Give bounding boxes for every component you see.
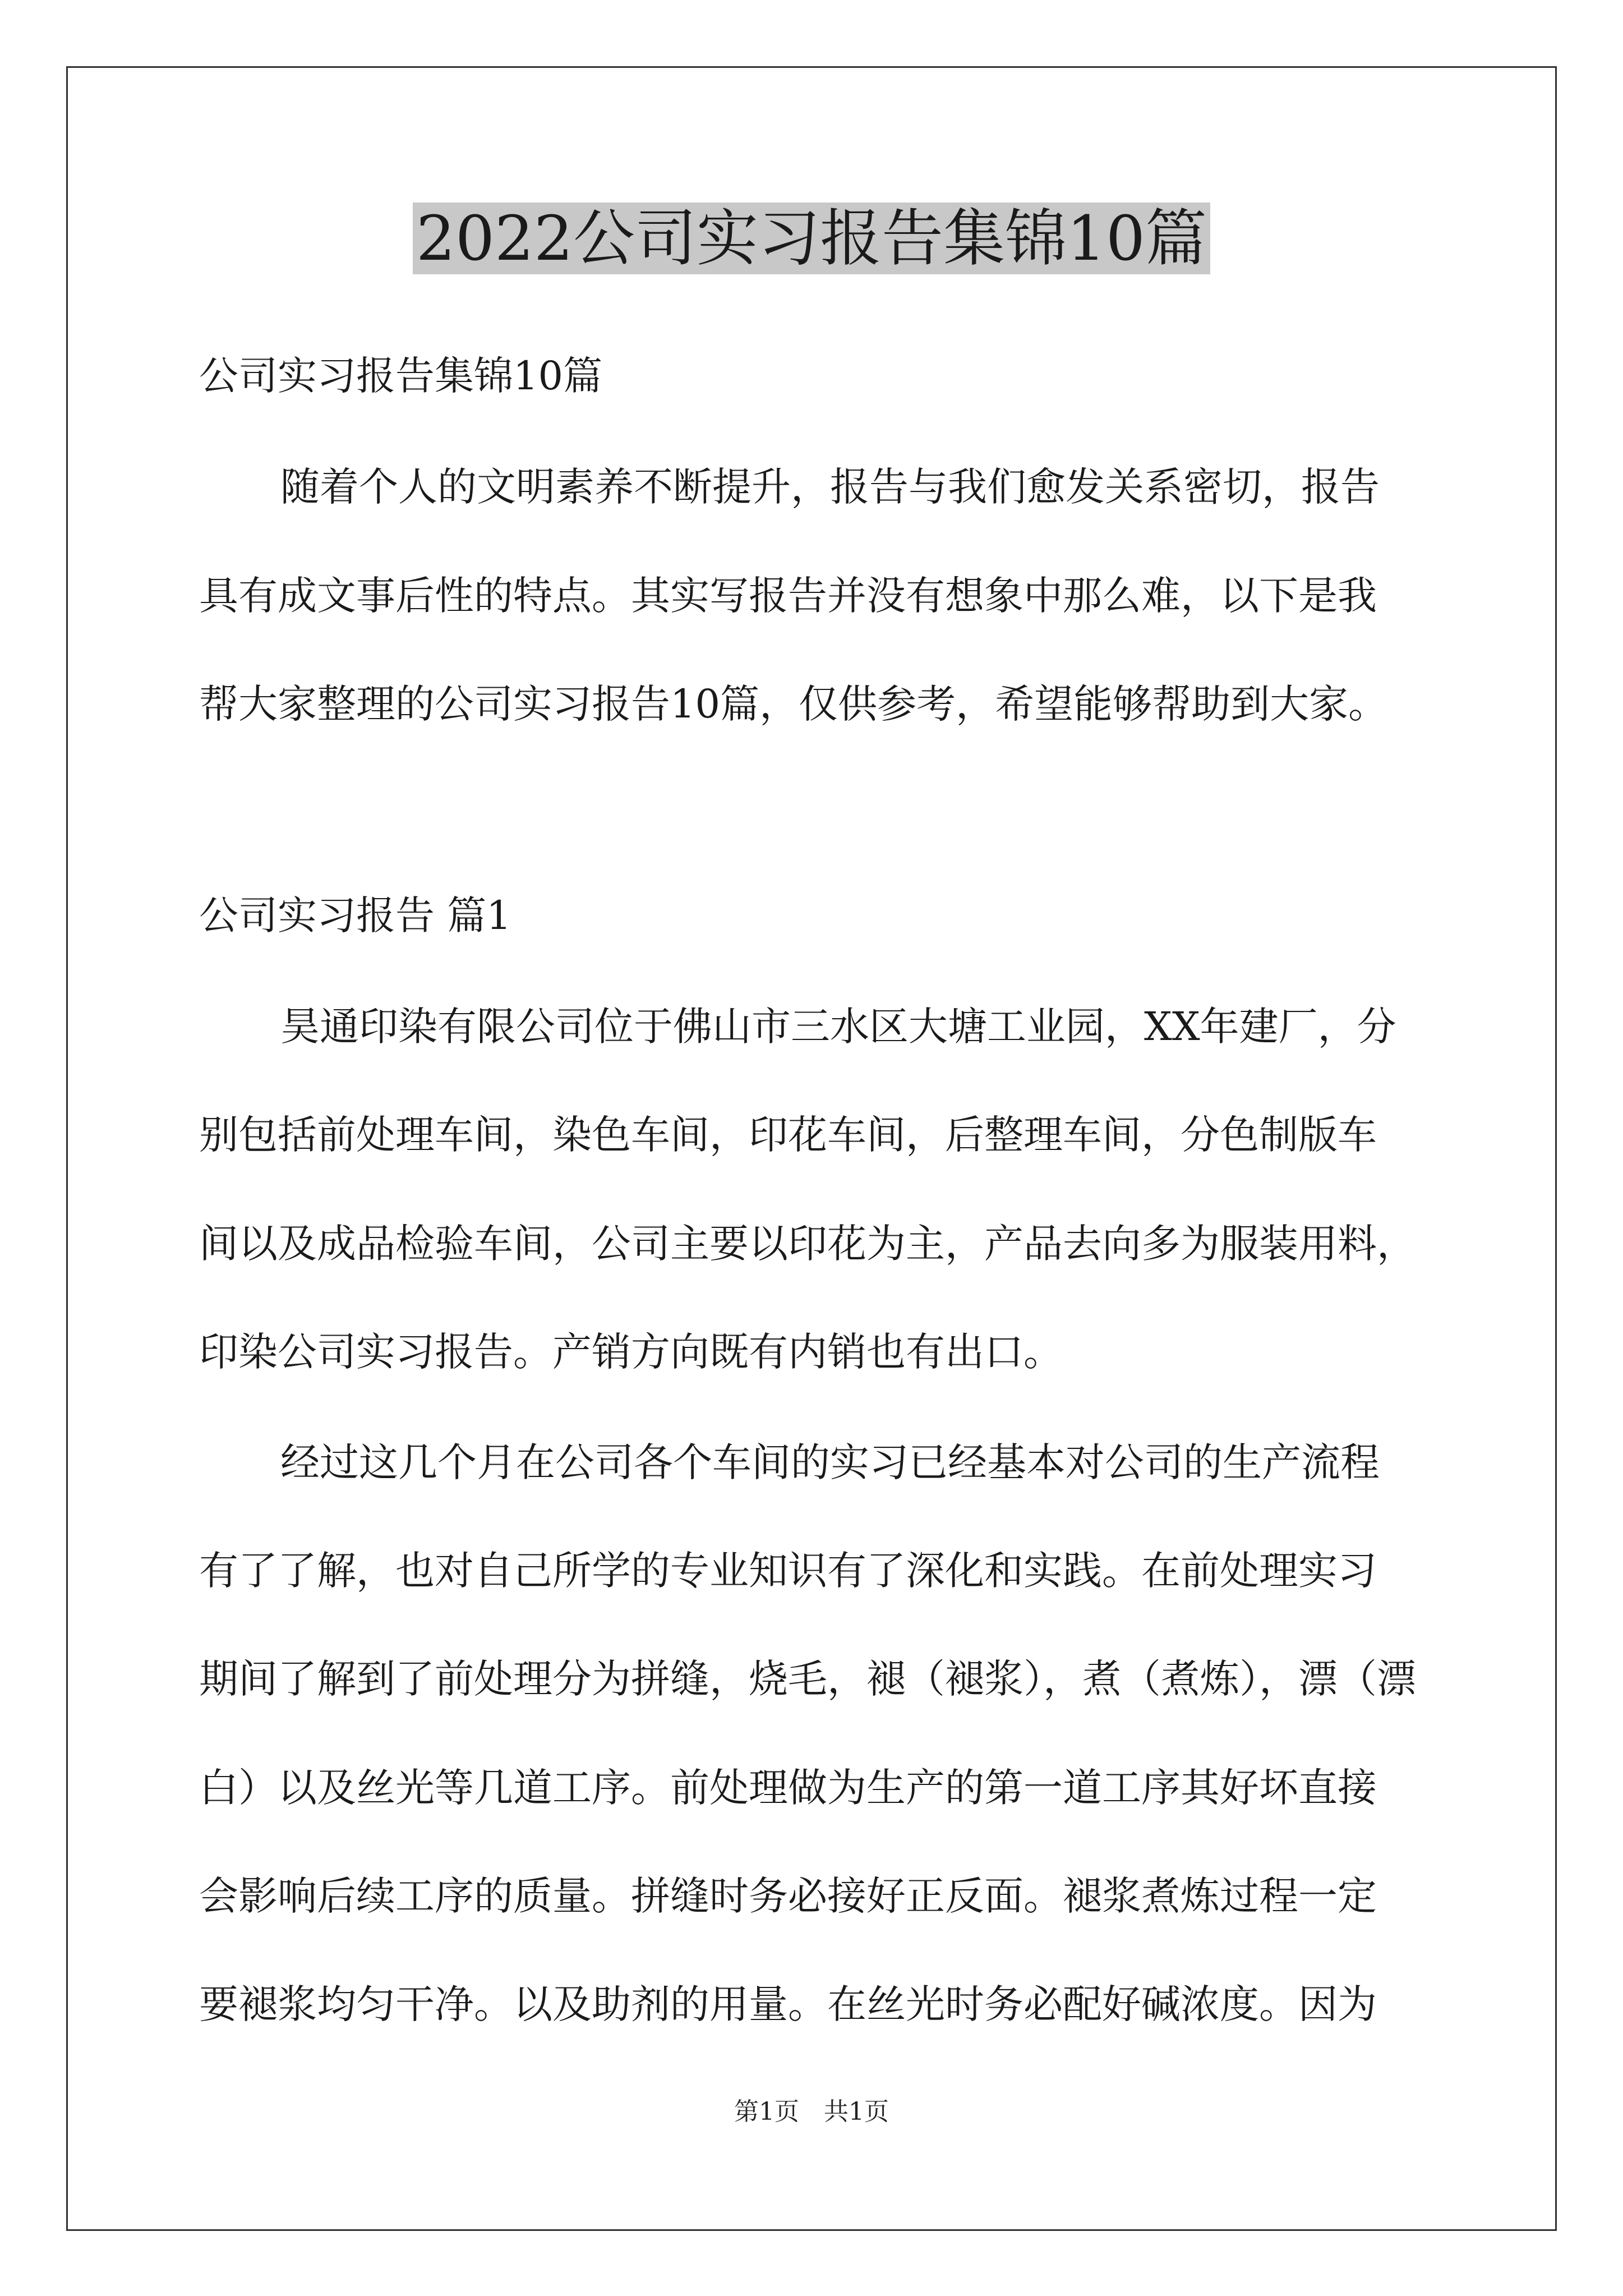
paragraph-line: 有了了解，也对自己所学的专业知识有了深化和实践。在前处理实习 xyxy=(199,1548,1377,1594)
paragraph-line: 期间了解到了前处理分为拼缝，烧毛，褪（褪浆），煮（煮炼），漂（漂 xyxy=(199,1656,1416,1702)
paragraph-line: 经过这几个月在公司各个车间的实习已经基本对公司的生产流程 xyxy=(280,1439,1380,1485)
paragraph-line: 白）以及丝光等几道工序。前处理做为生产的第一道工序其好坏直接 xyxy=(199,1765,1377,1811)
paragraph-line: 要褪浆均匀干净。以及助剂的用量。在丝光时务必配好碱浓度。因为 xyxy=(199,1981,1377,2027)
paragraph-line: 会影响后续工序的质量。拼缝时务必接好正反面。褪浆煮炼过程一定 xyxy=(199,1873,1377,1919)
document-title-text: 2022公司实习报告集锦10篇 xyxy=(413,203,1210,274)
document-title xyxy=(0,199,1623,278)
document-subtitle: 公司实习报告集锦10篇 xyxy=(199,353,603,399)
intro-line: 帮大家整理的公司实习报告10篇，仅供参考，希望能够帮助到大家。 xyxy=(199,681,1388,727)
section-heading: 公司实习报告 篇1 xyxy=(199,892,511,938)
paragraph-line: 别包括前处理车间，染色车间，印花车间，后整理车间，分色制版车 xyxy=(199,1112,1377,1158)
intro-line: 具有成文事后性的特点。其实写报告并没有想象中那么难，以下是我 xyxy=(199,573,1377,619)
page-number-footer: 第1页 共1页 xyxy=(734,2097,889,2126)
paragraph-line: 昊通印染有限公司位于佛山市三水区大塘工业园，XX年建厂，分 xyxy=(280,1004,1396,1050)
intro-line: 随着个人的文明素养不断提升，报告与我们愈发关系密切，报告 xyxy=(280,464,1380,510)
paragraph-line: 间以及成品检验车间，公司主要以印花为主，产品去向多为服装用料， xyxy=(199,1221,1416,1267)
paragraph-line: 印染公司实习报告。产销方向既有内销也有出口。 xyxy=(199,1329,1063,1375)
